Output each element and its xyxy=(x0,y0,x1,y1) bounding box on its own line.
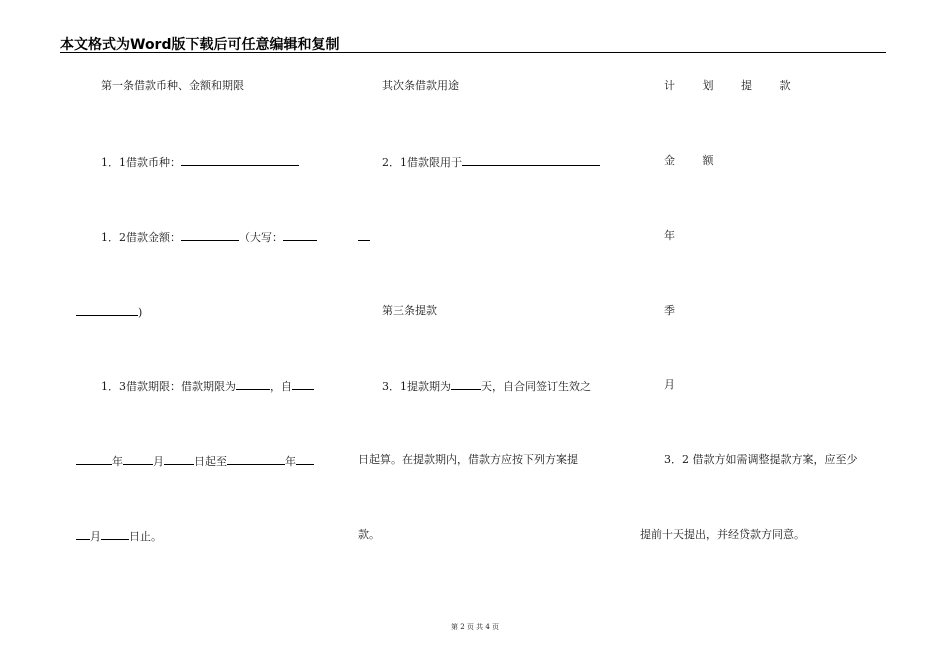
page-number: 第 2 页 共 4 页 xyxy=(450,623,500,631)
clause-2-1-label: 2．1借款限用于 xyxy=(382,156,462,169)
clause-1-3-label: 1．3借款期限：借款期限为 xyxy=(101,380,236,393)
amount-uppercase-blank-2 xyxy=(76,304,138,316)
end-day-blank xyxy=(101,528,129,540)
purpose-blank xyxy=(462,154,600,166)
draw-month-label: 月 xyxy=(664,378,675,391)
clause-2-1-continued xyxy=(358,229,370,245)
end-year-blank xyxy=(227,453,285,465)
clause-3-2-line2: 提前十天提出，并经贷款方同意。 xyxy=(640,528,805,541)
end-month-blank-2 xyxy=(76,528,90,540)
clause-1-3-dates xyxy=(76,453,314,469)
clause-3-1-label: 3．1提款期为 xyxy=(382,380,451,393)
draw-plan-heading: 计 划 提 款 xyxy=(664,79,803,92)
year-label-2: 年 xyxy=(285,455,296,468)
end-label: 日止。 xyxy=(129,530,162,543)
section-2-heading: 其次条借款用途 xyxy=(382,79,459,92)
close-paren: ) xyxy=(138,306,143,319)
purpose-blank-2 xyxy=(358,229,370,241)
from-label: 日起至 xyxy=(194,455,227,468)
end-month-label: 月 xyxy=(90,530,101,543)
amount-uppercase-label: （大写： xyxy=(239,231,283,244)
start-month-blank xyxy=(123,453,153,465)
term-blank xyxy=(236,378,270,390)
clause-1-2-label: 1．2借款金额： xyxy=(101,231,181,244)
year-label: 年 xyxy=(112,455,123,468)
clause-1-1 xyxy=(101,154,299,170)
end-month-blank xyxy=(296,453,314,465)
start-year-blank xyxy=(292,378,314,390)
section-3-heading: 第三条提款 xyxy=(382,304,437,317)
clause-1-2-continued xyxy=(76,304,142,320)
start-year-blank-2 xyxy=(76,453,112,465)
clause-3-1-line2: 日起算。在提款期内，借款方应按下列方案提 xyxy=(358,453,578,466)
header-divider xyxy=(60,52,886,53)
clause-2-1 xyxy=(382,154,600,170)
section-1-heading: 第一条借款币种、金额和期限 xyxy=(101,79,244,92)
clause-1-1-label: 1．1借款币种： xyxy=(101,156,181,169)
clause-3-1-line3: 款。 xyxy=(358,528,380,541)
document-header-title: 本文格式为Word版下载后可任意编辑和复制 xyxy=(60,37,340,53)
clause-1-3-from: ，自 xyxy=(270,380,292,393)
clause-3-2-line1: 3．2 借款方如需调整提款方案，应至少 xyxy=(664,453,858,466)
clause-1-3 xyxy=(101,378,314,394)
amount-uppercase-blank xyxy=(283,229,317,241)
month-label: 月 xyxy=(153,455,164,468)
amount-blank xyxy=(181,229,239,241)
currency-blank xyxy=(181,154,299,166)
draw-period-blank xyxy=(451,378,481,390)
draw-quarter-label: 季 xyxy=(664,304,675,317)
clause-3-1-tail: 天，自合同签订生效之 xyxy=(481,380,591,393)
draw-year-label: 年 xyxy=(664,229,675,242)
draw-amount-label: 金 额 xyxy=(664,154,726,167)
clause-1-3-end xyxy=(76,528,162,544)
clause-1-2 xyxy=(101,229,317,245)
start-day-blank xyxy=(164,453,194,465)
clause-3-1 xyxy=(382,378,591,394)
